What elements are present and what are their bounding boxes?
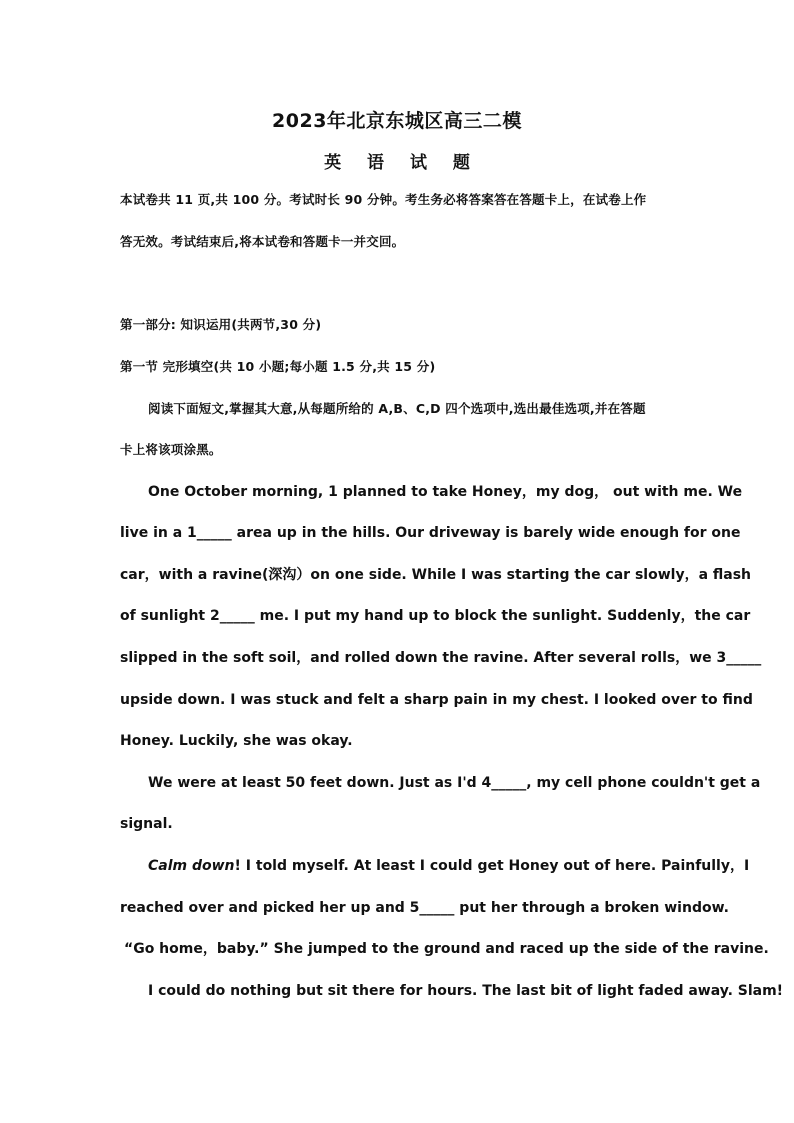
directions-line-2: 卡上将该项涂黑。 (120, 442, 222, 457)
passage-line: signal. (120, 816, 173, 832)
page-subtitle: 英 语 试 题 (324, 153, 480, 173)
passage-line-rest: ! I told myself. At least I could get Honey out of here. Painfully，I (234, 858, 750, 874)
passage-line: I could do nothing but sit there for hours. The last bit of light faded away. Slam! (148, 983, 784, 999)
italic-phrase: Calm down (148, 858, 235, 874)
passage-line: live in a 1_____ area up in the hills. Our driveway is barely wide enough for one (120, 525, 741, 541)
passage-line: upside down. I was stuck and felt a sharp pain in my chest. I looked over to find (120, 692, 753, 708)
passage-line: reached over and picked her up and 5_____ put her through a broken window. (120, 900, 729, 916)
instructions-line-2: 答无效。考试结束后,将本试卷和答题卡一并交回。 (120, 234, 405, 249)
passage-line: car，with a ravine(深沟）on one side. While I was starting the car slowly，a flash (120, 567, 752, 583)
passage-line: of sunlight 2_____ me. I put my hand up to block the sunlight. Suddenly，the car (120, 608, 751, 624)
passage-line: Honey. Luckily, she was okay. (120, 733, 353, 749)
page-title: 2023年北京东城区高三二模 (272, 110, 522, 132)
instructions-line-1: 本试卷共 11 页,共 100 分。考试时长 90 分钟。考生务必将答案答在答题卡上，在试卷上作 (120, 192, 647, 207)
part-1-heading: 第一部分: 知识运用(共两节,30 分) (120, 317, 322, 332)
directions-line-1: 阅读下面短文,掌握其大意,从每题所给的 A,B、C,D 四个选项中,选出最佳选项,并在答题 (148, 401, 646, 416)
section-1-heading: 第一节 完形填空(共 10 小题;每小题 1.5 分,共 15 分) (120, 359, 436, 374)
passage-line: “Go home，baby.” She jumped to the ground and raced up the side of the ravine. (124, 941, 769, 957)
passage-line: slipped in the soft soil，and rolled down the ravine. After several rolls，we 3_____ (120, 650, 762, 666)
passage-line-calm-down (148, 856, 750, 876)
passage-line: One October morning, 1 planned to take Honey，my dog， out with me. We (148, 484, 743, 500)
passage-line: We were at least 50 feet down. Just as I'd 4_____, my cell phone couldn't get a (148, 775, 761, 791)
